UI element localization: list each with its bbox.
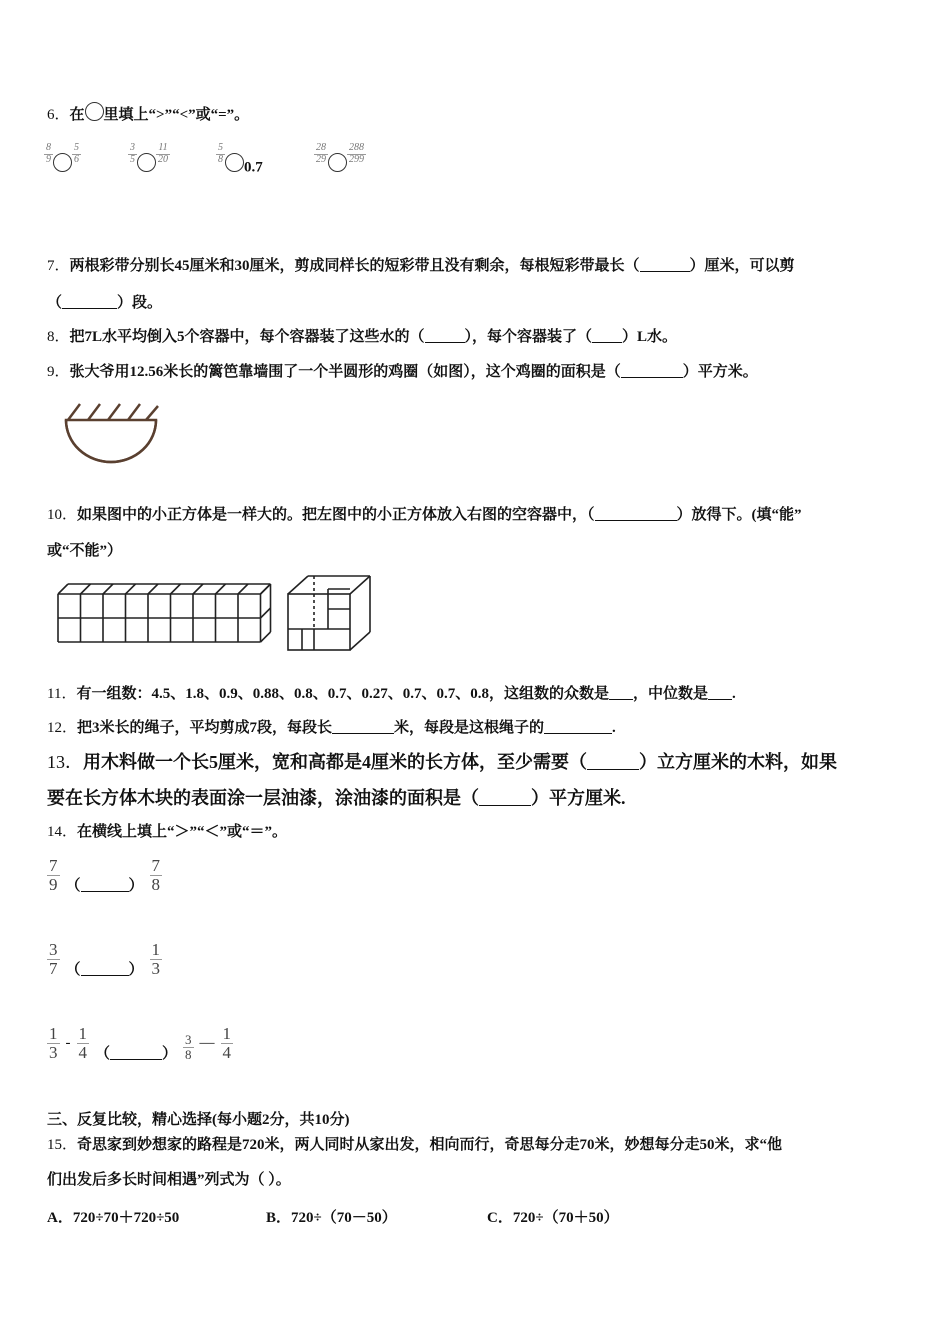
answer-blank[interactable]	[81, 961, 129, 976]
answer-blank[interactable]	[595, 506, 677, 521]
question-8: 8．把7L水平均倒入5个容器中，每个容器装了这些水的（ ），每个容器装了（ ）L水。	[47, 329, 678, 345]
question-14: 14．在横线上填上“＞”“＜”或“＝”。	[47, 824, 288, 840]
question-15-line2: 们出发后多长时间相遇”列式为（ ）。	[47, 1172, 291, 1188]
question-9: 9．张大爷用12.56米长的篱笆靠墙围了一个半圆形的鸡圈（如图），这个鸡圈的面积是（ ）平方米。	[47, 364, 758, 380]
question-7-line2: （ ）段。	[47, 295, 163, 311]
comparison-item: $\frac{8}{9}$ $\frac{5}{6}$	[44, 143, 81, 172]
answer-blank[interactable]	[609, 685, 633, 700]
answer-circle[interactable]	[328, 153, 347, 172]
cube-edge	[238, 584, 248, 594]
answer-circle[interactable]	[137, 153, 156, 172]
question-number: 6．	[47, 107, 70, 123]
cube-edge	[216, 584, 226, 594]
question-13-line2: 要在长方体木块的表面涂一层油漆，涂油漆的面积是（ ）平方厘米.	[47, 788, 626, 808]
answer-blank[interactable]	[110, 1045, 162, 1060]
answer-circle[interactable]	[53, 153, 72, 172]
question-15: 15．奇思家到妙想家的路程是720米，两人同时从家出发，相向而行，奇思每分走70米，妙想每分走50米，求“他	[47, 1137, 783, 1153]
cube-edge	[81, 584, 91, 594]
comparison-row: $\frac{3}{7}$ （ ） $\frac{1}{3}$	[49, 940, 161, 978]
question-text: 在	[69, 107, 85, 123]
question-10-line2: 或“不能”）	[47, 543, 123, 559]
cube-edge	[350, 632, 370, 650]
comparison-item: $\frac{5}{8}$ 0.7	[218, 142, 263, 176]
cube-edge	[261, 584, 271, 594]
cube-edge	[193, 584, 203, 594]
cube-edge	[261, 608, 271, 618]
comparison-item: $\frac{28}{29}$ $\frac{288}{299}$	[314, 143, 366, 172]
question-11: 11．有一组数：4.5、1.8、0.9、0.88、0.8、0.7、0.27、0.7、0.7、0.8，这组数的众数是 ，中位数是 .	[47, 686, 736, 702]
cube-edge	[288, 576, 308, 594]
option-b[interactable]: B．720÷（70－50）	[266, 1210, 397, 1226]
cube-edge	[103, 584, 113, 594]
answer-blank[interactable]	[332, 719, 394, 734]
cube-edge	[148, 584, 158, 594]
question-6	[47, 102, 249, 125]
question-13: 13．用木料做一个长5厘米，宽和高都是4厘米的长方体，至少需要（ ）立方厘米的木料，如果	[47, 752, 837, 772]
cube-figures	[50, 572, 380, 657]
question-text: 里填上“>”“<”或“=”。	[103, 107, 250, 123]
answer-blank[interactable]	[587, 755, 639, 770]
cube-edge	[261, 632, 271, 642]
option-a[interactable]: A．720÷70＋720÷50	[47, 1210, 180, 1226]
cube-edge	[288, 594, 350, 650]
answer-blank[interactable]	[621, 363, 683, 378]
answer-blank[interactable]	[62, 294, 117, 309]
comparison-item: $\frac{3}{5}$ $\frac{11}{20}$	[128, 143, 170, 172]
cube-edge	[171, 584, 181, 594]
cube-edge	[350, 576, 370, 594]
answer-blank[interactable]	[708, 685, 732, 700]
answer-blank[interactable]	[425, 328, 465, 343]
answer-circle[interactable]	[225, 153, 244, 172]
comparison-row: $\frac{1}{3}$ - $\frac{1}{4}$ （ ） $\frac{3}{8}$ — $\frac{1}{4}$	[49, 1024, 232, 1062]
cube-edge	[58, 584, 68, 594]
answer-blank[interactable]	[81, 877, 129, 892]
answer-blank[interactable]	[640, 257, 690, 272]
cube-edge	[126, 584, 136, 594]
question-7: 7．两根彩带分别长45厘米和30厘米，剪成同样长的短彩带且没有剩余，每根短彩带最长（ ）厘米，可以剪	[47, 258, 795, 274]
semicircle-pen-figure	[58, 398, 168, 470]
answer-blank[interactable]	[592, 328, 622, 343]
option-c[interactable]: C．720÷（70＋50）	[487, 1210, 619, 1226]
circle-icon	[85, 102, 104, 121]
answer-blank[interactable]	[479, 791, 531, 806]
answer-blank[interactable]	[544, 719, 612, 734]
question-12: 12．把3米长的绳子，平均剪成7段，每段长 米，每段是这根绳子的 .	[47, 720, 616, 736]
comparison-row: $\frac{7}{9}$ （ ） $\frac{7}{8}$	[49, 856, 161, 894]
section-heading: 三、反复比较，精心选择(每小题2分，共10分)	[47, 1112, 350, 1128]
question-10: 10．如果图中的小正方体是一样大的。把左图中的小正方体放入右图的空容器中，（ ）放得下。(填“能”	[47, 507, 802, 523]
